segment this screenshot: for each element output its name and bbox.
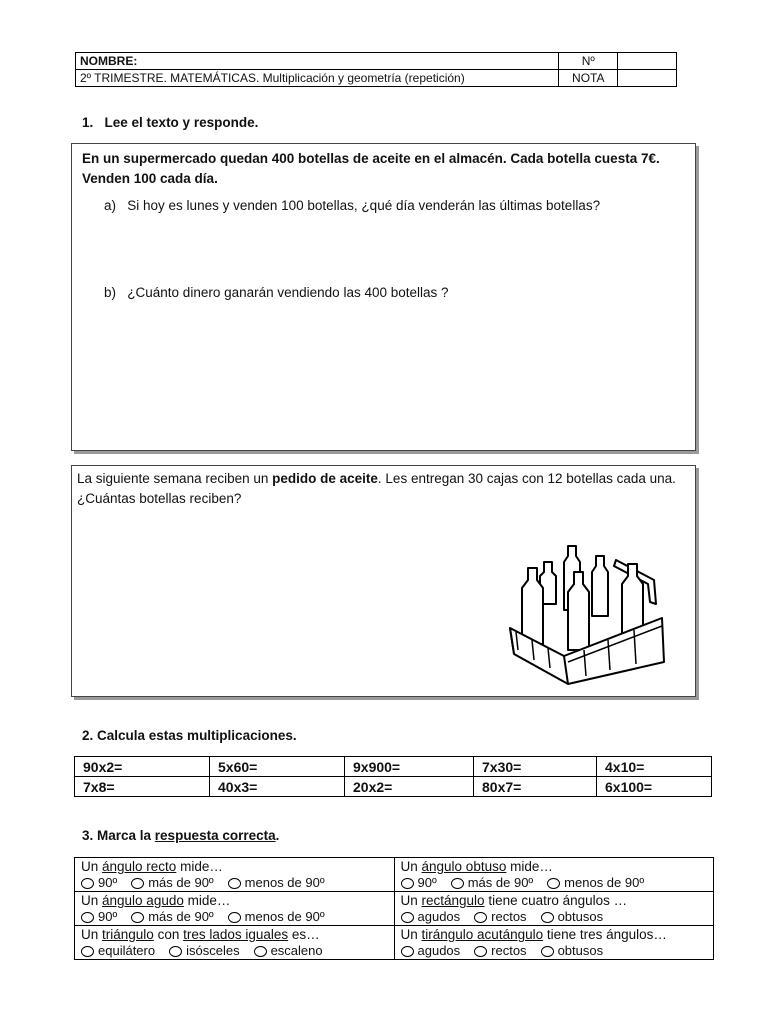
table-row (75, 777, 712, 797)
mult-exercise: 80x7= (482, 778, 522, 795)
question-segment: Un (400, 927, 422, 942)
mult-cell[interactable] (210, 757, 345, 777)
mult-cell[interactable] (597, 757, 712, 777)
question-a-text: Si hoy es lunes y venden 100 botellas, ¿qué día venderán las últimas botellas? (127, 198, 601, 213)
option-label: más de 90º (148, 909, 214, 924)
question-segment: ángulo obtuso (421, 859, 507, 874)
option-label: obtusos (557, 943, 604, 958)
question-segment: tres lados iguales (183, 927, 289, 942)
table-row (75, 757, 712, 777)
question-segment: mide… (176, 859, 223, 874)
radio-circle-icon[interactable] (228, 912, 241, 923)
section1-number: 1. (82, 115, 94, 130)
answer-option[interactable] (401, 909, 461, 925)
option-label: 90º (98, 909, 118, 924)
problem-2-text-end: . Les entregan 30 cajas con 12 botellas cada una. ¿Cuántas botellas reciben? (77, 471, 676, 506)
radio-circle-icon[interactable] (451, 878, 464, 889)
number-field[interactable] (618, 53, 677, 70)
option-label: 90º (98, 875, 118, 890)
question-segment: es… (288, 927, 320, 942)
answer-options (81, 875, 388, 891)
question-segment: tiene cuatro ángulos … (484, 893, 628, 908)
option-label: rectos (491, 943, 527, 958)
radio-circle-icon[interactable] (169, 946, 182, 957)
name-label: NOMBRE: (80, 54, 138, 68)
option-label: agudos (417, 909, 461, 924)
radio-circle-icon[interactable] (474, 946, 487, 957)
section3-title-end: . (275, 828, 280, 843)
question-b-text: ¿Cuánto dinero ganarán vendiendo las 400 botellas ? (127, 285, 449, 300)
radio-circle-icon[interactable] (228, 878, 241, 889)
question-segment: Un (400, 859, 422, 874)
answer-option[interactable] (81, 943, 155, 959)
mult-cell[interactable] (345, 777, 474, 797)
radio-circle-icon[interactable] (401, 946, 414, 957)
answer-option[interactable] (401, 943, 461, 959)
answer-option[interactable] (541, 909, 604, 925)
mult-exercise: 7x30= (482, 758, 522, 775)
question-segment: Un (81, 859, 103, 874)
answer-options (81, 943, 388, 959)
answer-option[interactable] (228, 875, 325, 891)
answer-option[interactable] (228, 909, 325, 925)
option-label: 90º (417, 875, 437, 890)
section1-title-text: Lee el texto y responde. (104, 115, 259, 130)
option-label: menos de 90º (244, 909, 325, 924)
option-label: escaleno (270, 943, 323, 958)
quiz-cell (394, 926, 714, 960)
quiz-question (401, 926, 708, 943)
answer-option[interactable] (131, 909, 213, 925)
radio-circle-icon[interactable] (81, 912, 94, 923)
radio-circle-icon[interactable] (254, 946, 267, 957)
section3-title-underlined: respuesta correcta (154, 828, 276, 843)
question-segment: ángulo agudo (102, 893, 184, 908)
problem-2-text-start: La siguiente semana reciben un (77, 471, 273, 486)
quiz-question (81, 892, 388, 909)
mult-exercise: 7x8= (83, 778, 115, 795)
problem-2-bold-text: pedido de aceite (272, 471, 378, 486)
option-label: obtusos (557, 909, 604, 924)
problem-box-1 (71, 143, 696, 451)
question-segment: Un (81, 893, 103, 908)
radio-circle-icon[interactable] (541, 912, 554, 923)
table-row (75, 926, 714, 960)
table-row (75, 892, 714, 926)
table-row (75, 858, 714, 892)
mult-cell[interactable] (597, 777, 712, 797)
problem-2-statement (77, 469, 689, 509)
mult-cell[interactable] (75, 757, 210, 777)
section3-title-start: 3. Marca la (82, 828, 155, 843)
section2-title: 2. Calcula estas multiplicaciones. (82, 728, 297, 743)
answer-option[interactable] (169, 943, 239, 959)
mult-exercise: 40x3= (218, 778, 258, 795)
radio-circle-icon[interactable] (547, 878, 560, 889)
header-table (75, 52, 677, 87)
mult-cell[interactable] (474, 757, 597, 777)
quiz-cell (75, 858, 395, 892)
course-cell (76, 70, 559, 87)
option-label: agudos (417, 943, 461, 958)
option-label: isósceles (186, 943, 240, 958)
multiplication-table (74, 756, 712, 797)
radio-circle-icon[interactable] (541, 946, 554, 957)
number-label: Nº (581, 54, 595, 68)
answer-option[interactable] (474, 943, 526, 959)
radio-circle-icon[interactable] (131, 912, 144, 923)
question-segment: rectángulo (421, 893, 485, 908)
radio-circle-icon[interactable] (81, 878, 94, 889)
quiz-cell (394, 892, 714, 926)
course-title: 2º TRIMESTRE. MATEMÁTICAS. Multiplicación y geometría (repetición) (80, 71, 465, 85)
mult-cell[interactable] (75, 777, 210, 797)
number-label-cell (559, 53, 618, 70)
answer-option[interactable] (81, 909, 117, 925)
quiz-question (81, 926, 388, 943)
quiz-cell (75, 892, 395, 926)
answer-option[interactable] (547, 875, 644, 891)
mult-exercise: 90x2= (83, 758, 123, 775)
option-label: menos de 90º (244, 875, 325, 890)
answer-options (81, 909, 388, 925)
question-segment: mide… (506, 859, 553, 874)
question-segment: triángulo (102, 927, 154, 942)
radio-circle-icon[interactable] (131, 878, 144, 889)
answer-option[interactable] (131, 875, 213, 891)
question-a-label: a) (104, 198, 117, 213)
answer-area-2[interactable] (82, 516, 482, 686)
radio-circle-icon[interactable] (81, 946, 94, 957)
section1-title (82, 115, 258, 130)
grade-field[interactable] (618, 70, 677, 87)
answer-area-b[interactable] (102, 309, 682, 439)
radio-circle-icon[interactable] (401, 878, 414, 889)
option-label: menos de 90º (564, 875, 645, 890)
radio-circle-icon[interactable] (474, 912, 487, 923)
mult-cell[interactable] (345, 757, 474, 777)
question-b-label: b) (104, 285, 117, 300)
answer-option[interactable] (451, 875, 533, 891)
question-segment: tirángulo acutángulo (421, 927, 544, 942)
answer-option[interactable] (474, 909, 526, 925)
option-label: equilátero (98, 943, 156, 958)
mult-exercise: 5x60= (218, 758, 258, 775)
section3-title (82, 828, 279, 843)
mult-exercise: 6x100= (605, 778, 653, 795)
answer-options (401, 875, 708, 891)
answer-area-a[interactable] (102, 224, 682, 282)
quiz-question (401, 858, 708, 875)
mult-cell[interactable] (474, 777, 597, 797)
quiz-question (81, 858, 388, 875)
quiz-question (401, 892, 708, 909)
question-segment: Un (400, 893, 422, 908)
option-label: más de 90º (467, 875, 534, 890)
question-b (104, 283, 684, 303)
answer-option[interactable] (81, 875, 117, 891)
mult-exercise: 4x10= (605, 758, 645, 775)
option-label: más de 90º (148, 875, 214, 890)
mult-cell[interactable] (210, 777, 345, 797)
radio-circle-icon[interactable] (401, 912, 414, 923)
question-segment: ángulo recto (102, 859, 177, 874)
question-segment: con (153, 927, 184, 942)
question-a (104, 196, 684, 216)
answer-options (401, 909, 708, 925)
question-segment: tiene tres ángulos… (543, 927, 667, 942)
mult-exercise: 20x2= (353, 778, 393, 795)
problem-1-statement: En un supermercado quedan 400 botellas de aceite en el almacén. Cada botella cuesta 7€. Venden 100 cada día. (82, 151, 660, 186)
answer-option[interactable] (541, 943, 604, 959)
option-label: rectos (491, 909, 527, 924)
problem-box-2 (71, 465, 696, 697)
question-segment: mide… (183, 893, 231, 908)
quiz-cell (394, 858, 714, 892)
grade-label: NOTA (572, 71, 605, 85)
question-segment: Un (81, 927, 103, 942)
bottle-crate-icon (504, 532, 674, 687)
name-field[interactable] (76, 53, 559, 70)
answer-option[interactable] (401, 875, 437, 891)
quiz-cell (75, 926, 395, 960)
geometry-quiz-table (74, 857, 714, 960)
answer-option[interactable] (254, 943, 323, 959)
mult-exercise: 9x900= (353, 758, 401, 775)
grade-label-cell (559, 70, 618, 87)
answer-options (401, 943, 708, 959)
